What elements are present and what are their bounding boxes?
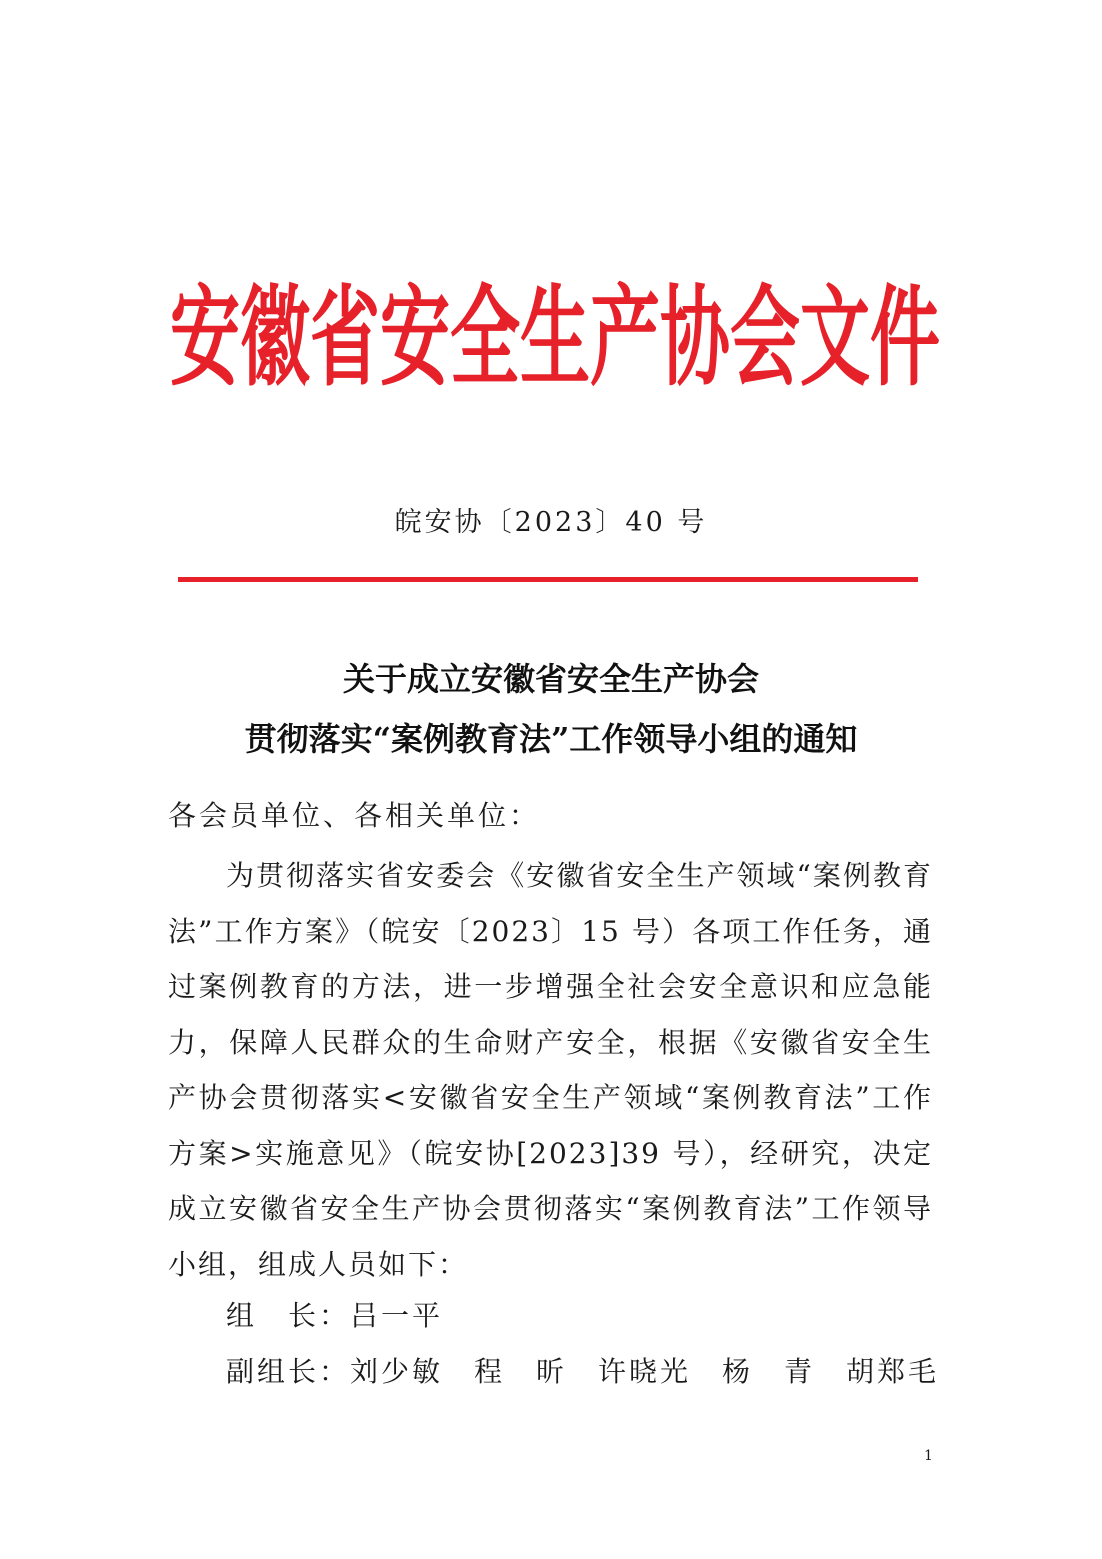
red-divider-line	[178, 577, 918, 582]
salutation: 各会员单位、各相关单位：	[168, 799, 541, 832]
page-number: 1	[924, 1448, 933, 1464]
notice-title-line-2: 贯彻落实“案例教育法”工作领导小组的通知	[244, 720, 858, 758]
body-paragraph: 为贯彻落实省安委会《安徽省安全生产领域“案例教育法”工作方案》（皖安〔2023〕15 号）各项工作任务，通过案例教育的方法，进一步增强全社会安全意识和应急能力，保障人民群众的生命财产安全，根据《安徽省安全生产协会贯彻落实<安徽省安全生产领域“案例教育法”工作方案>实施意见》（皖安协[2023]39 号），经研究，决定成立安徽省安全生产协会贯彻落实“案例教育法”工作领导小组，组成人员如下：	[168, 859, 933, 1281]
deputy-leader-line: 副组长：刘少敏 程 昕 许晓光 杨 青 胡郑毛	[226, 1355, 940, 1388]
notice-title-line-1: 关于成立安徽省安全生产协会	[342, 660, 759, 698]
document-header-title: 安徽省安全生产协会文件	[170, 274, 940, 402]
group-leader-line: 组 长：吕一平	[226, 1299, 444, 1332]
document-number: 皖安协〔2023〕40 号	[394, 507, 708, 538]
